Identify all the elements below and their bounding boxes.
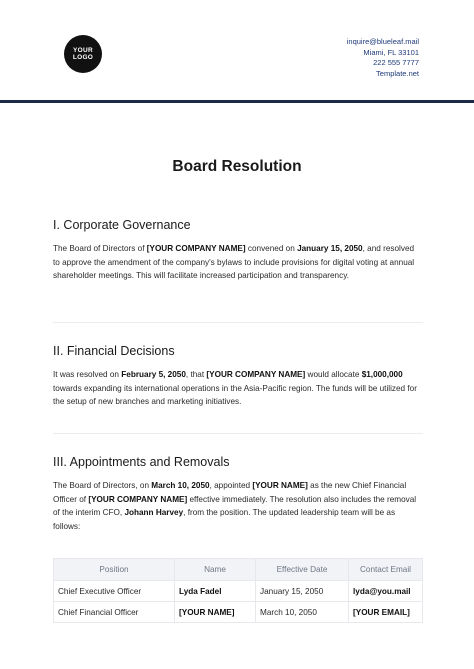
bold-run: [YOUR NAME] xyxy=(252,481,308,490)
table-header-row xyxy=(54,559,423,581)
bold-run: $1,000,000 xyxy=(361,370,403,379)
section-financial-decisions xyxy=(53,344,423,409)
section-divider xyxy=(53,322,423,323)
column-header-name: Name xyxy=(175,559,256,581)
cell-contact-email: lyda@you.mail xyxy=(349,581,423,602)
column-header-contact-email: Contact Email xyxy=(349,559,423,581)
contact-address: Miami, FL 33101 xyxy=(363,47,419,57)
text-run: , from the position. The updated leadership team will be as follows: xyxy=(53,508,396,531)
contact-block xyxy=(347,37,419,79)
contact-website: Template.net xyxy=(376,68,419,78)
contact-email: inquire@blueleaf.mail xyxy=(346,37,419,46)
cell-effective-date: January 15, 2050 xyxy=(256,581,349,602)
bold-run: January 15, 2050 xyxy=(297,244,363,253)
text-run: , that xyxy=(185,370,207,379)
section-paragraph xyxy=(53,479,423,533)
section-heading: III. Appointments and Removals xyxy=(53,455,230,469)
text-run: effective immediately. The resolution also includes the removal of the interim CFO, xyxy=(53,494,417,518)
cell-position: Chief Executive Officer xyxy=(54,581,175,602)
document-header xyxy=(0,0,474,100)
text-run: as the new Chief Financial Officer of xyxy=(53,481,407,504)
text-run: , and resolved to approve the amendment of the company's bylaws to include provisions for digital voting at annual shareholder meetings. This will facilitate increased participation and transparency. xyxy=(53,244,415,281)
header-divider xyxy=(0,100,474,103)
bold-run: [YOUR COMPANY NAME] xyxy=(88,494,188,504)
text-run: The Board of Directors, on xyxy=(53,481,152,490)
text-run: , appointed xyxy=(209,481,253,490)
text-run: towards expanding its international operations in the Asia-Pacific region. The funds will be utilized for the setup of new branches and marketing initiatives. xyxy=(53,383,417,407)
column-header-position: Position xyxy=(54,559,175,581)
table-row xyxy=(54,581,423,602)
company-logo xyxy=(64,35,102,73)
section-paragraph xyxy=(53,242,423,283)
section-heading: II. Financial Decisions xyxy=(53,344,175,358)
bold-run: [YOUR COMPANY NAME] xyxy=(206,370,306,379)
text-run: The Board of Directors of xyxy=(53,244,147,253)
document-title: Board Resolution xyxy=(172,158,302,175)
section-appointments-removals xyxy=(53,455,423,533)
section-corporate-governance xyxy=(53,218,423,283)
cell-name: [YOUR NAME] xyxy=(175,602,256,623)
bold-run: March 10, 2050 xyxy=(151,481,210,490)
bold-run: [YOUR COMPANY NAME] xyxy=(146,244,246,253)
bold-run: February 5, 2050 xyxy=(121,370,186,379)
section-heading: I. Corporate Governance xyxy=(53,218,191,232)
table-row xyxy=(54,602,423,623)
contact-phone: 222 555 7777 xyxy=(373,58,419,67)
cell-contact-email: [YOUR EMAIL] xyxy=(349,602,423,623)
cell-position: Chief Financial Officer xyxy=(54,602,175,623)
bold-run: Johann Harvey xyxy=(124,508,184,518)
cell-name: Lyda Fadel xyxy=(175,581,256,602)
leadership-table xyxy=(53,558,423,623)
cell-effective-date: March 10, 2050 xyxy=(256,602,349,623)
section-divider xyxy=(53,433,423,434)
text-run: would allocate xyxy=(305,370,362,379)
logo-line-2: LOGO xyxy=(72,54,94,61)
text-run: It was resolved on xyxy=(53,370,122,379)
logo-line-1: YOUR xyxy=(73,46,93,54)
text-run: convened on xyxy=(245,244,298,253)
section-paragraph xyxy=(53,368,423,409)
column-header-effective-date: Effective Date xyxy=(256,559,349,581)
